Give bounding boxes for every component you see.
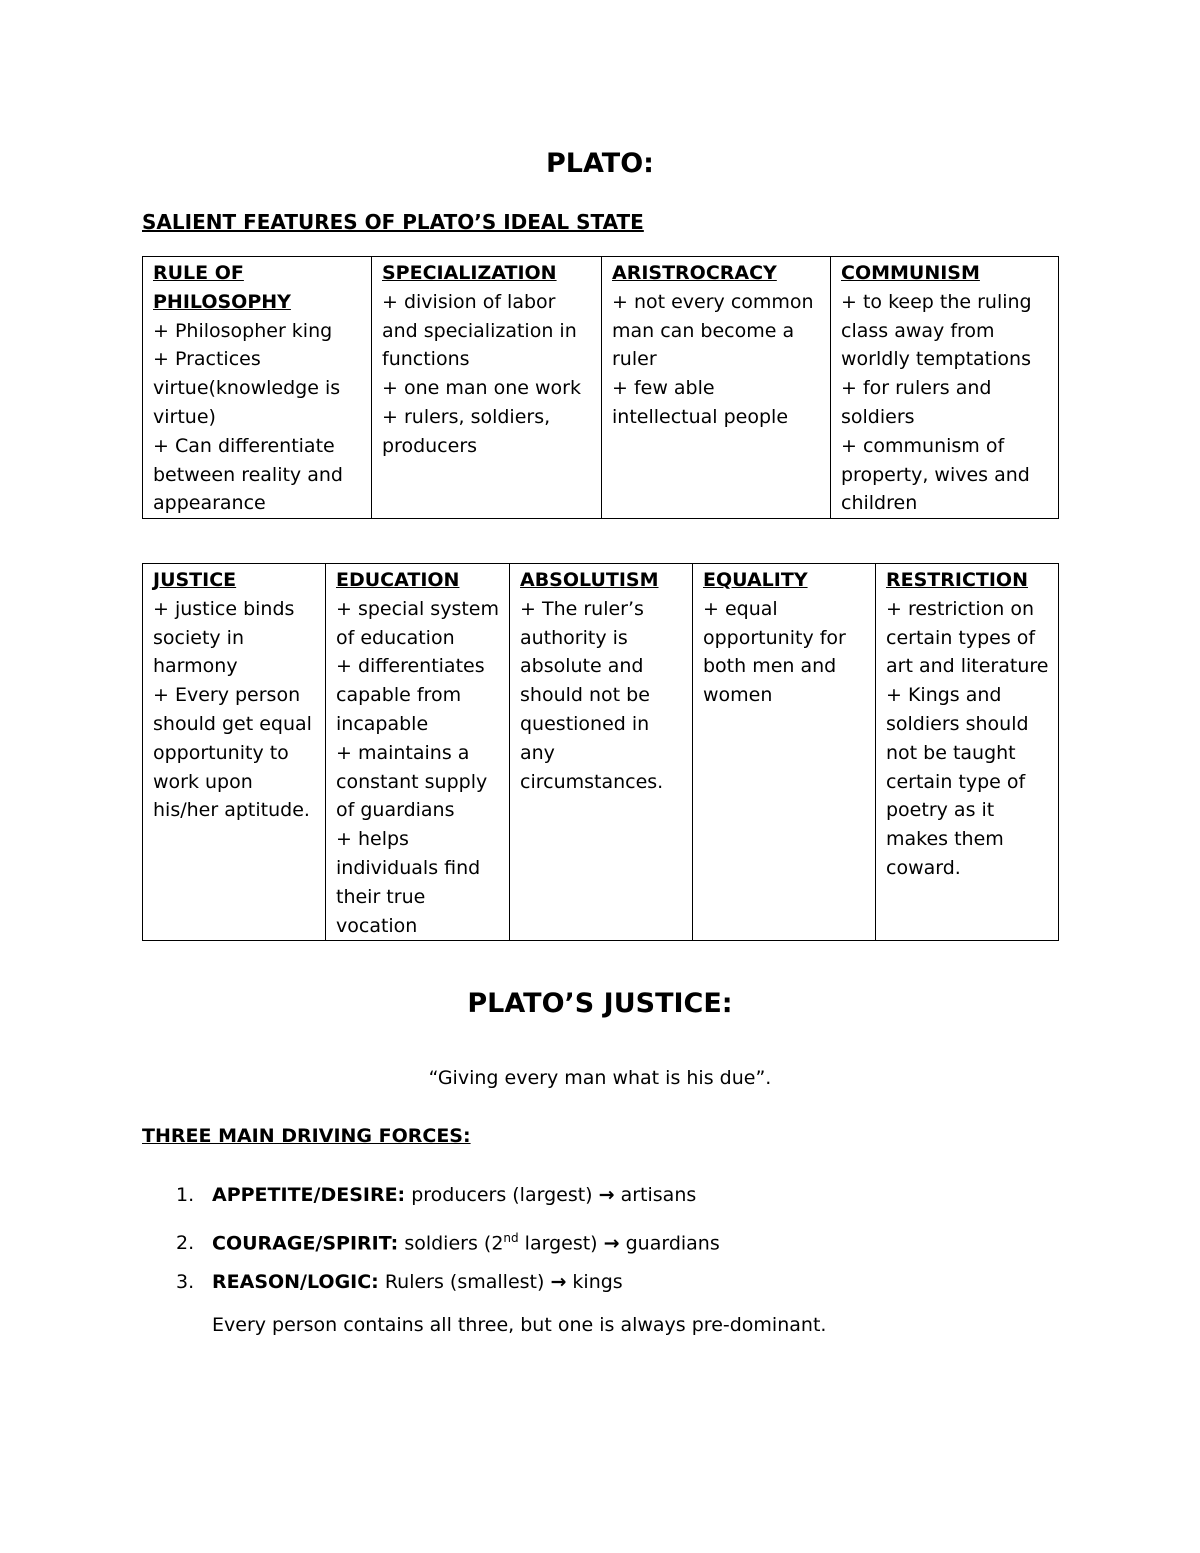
- cell-line: + division of labor and specialization in functions: [382, 290, 577, 371]
- list-number: 3.: [176, 1271, 195, 1293]
- table-cell: [510, 564, 693, 941]
- cell-line: + Practices virtue(knowledge is virtue): [153, 348, 341, 428]
- table-cell: [602, 257, 831, 519]
- force-text: largest): [518, 1232, 604, 1255]
- force-text: guardians: [619, 1232, 720, 1255]
- force-text: soldiers (2: [398, 1232, 504, 1255]
- cell-heading: JUSTICE: [153, 569, 237, 591]
- table-row: [143, 257, 1059, 519]
- cell-heading: ARISTROCRACY: [612, 262, 777, 284]
- cell-line: + helps individuals find their true vocation: [336, 828, 481, 937]
- arrow-icon: →: [603, 1232, 620, 1255]
- cell-line: + not every common man can become a ruler: [612, 290, 814, 371]
- cell-line: + one man one work: [382, 377, 581, 400]
- cell-line: + justice binds society in harmony: [153, 597, 295, 678]
- cell-line: + few able intellectual people: [612, 377, 789, 428]
- table-cell: [372, 257, 602, 519]
- cell-line: + communism of property, wives and children: [841, 434, 1030, 515]
- force-label: REASON/LOGIC:: [212, 1271, 379, 1293]
- arrow-icon: →: [550, 1271, 567, 1293]
- section-subtitle: SALIENT FEATURES OF PLATO’S IDEAL STATE: [142, 210, 644, 234]
- cell-line: + Can differentiate between reality and appearance: [153, 434, 343, 515]
- table-cell: [143, 257, 372, 519]
- closing-note: Every person contains all three, but one is always pre-dominant.: [212, 1314, 827, 1336]
- table-cell: [876, 564, 1059, 941]
- cell-line: + Philosopher king: [153, 319, 333, 342]
- cell-line: + Every person should get equal opportunity to work upon his/her aptitude.: [153, 684, 312, 822]
- page-title: PLATO:: [546, 148, 654, 179]
- cell-line: + restriction on certain types of art and literature: [886, 597, 1049, 678]
- list-item: [176, 1268, 623, 1296]
- table-row: [143, 564, 1059, 941]
- force-text: artisans: [614, 1184, 697, 1206]
- cell-line: + maintains a constant supply of guardians: [336, 741, 488, 822]
- list-number: 1.: [176, 1184, 195, 1206]
- cell-line: + Kings and soldiers should not be taught certain type of poetry as it makes them coward.: [886, 684, 1029, 879]
- cell-heading: ABSOLUTISM: [520, 569, 659, 591]
- superscript: nd: [503, 1231, 519, 1245]
- forces-heading: THREE MAIN DRIVING FORCES:: [142, 1125, 471, 1147]
- cell-heading: RESTRICTION: [886, 569, 1028, 591]
- force-label: APPETITE/DESIRE:: [212, 1184, 406, 1206]
- justice-title: PLATO’S JUSTICE:: [467, 988, 733, 1019]
- force-text: producers (largest): [405, 1184, 599, 1206]
- list-number: 2.: [176, 1232, 195, 1255]
- cell-line: + to keep the ruling class away from worldly temptations: [841, 290, 1032, 371]
- cell-heading: EQUALITY: [703, 569, 808, 591]
- cell-heading: SPECIALIZATION: [382, 262, 557, 284]
- table-cell: [831, 257, 1059, 519]
- cell-heading: RULE OF PHILOSOPHY: [153, 262, 291, 313]
- table-cell: [693, 564, 876, 941]
- cell-line: + special system of education: [336, 597, 499, 649]
- force-text: Rulers (smallest): [378, 1271, 551, 1293]
- table-cell: [143, 564, 326, 941]
- features-table-2: [142, 563, 1059, 941]
- table-cell: [326, 564, 510, 941]
- cell-line: + for rulers and soldiers: [841, 377, 992, 428]
- justice-quote: “Giving every man what is his due”.: [428, 1067, 772, 1089]
- force-text: kings: [566, 1271, 623, 1293]
- arrow-icon: →: [598, 1184, 615, 1206]
- force-label: COURAGE/SPIRIT:: [212, 1232, 399, 1255]
- features-table-1: [142, 256, 1059, 519]
- cell-line: + The ruler’s authority is absolute and should not be questioned in any circumstances.: [520, 597, 664, 793]
- list-item: [176, 1224, 720, 1257]
- cell-line: + rulers, soldiers, producers: [382, 405, 551, 457]
- cell-line: + equal opportunity for both men and women: [703, 597, 846, 707]
- list-item: [176, 1181, 696, 1209]
- cell-heading: EDUCATION: [336, 569, 460, 591]
- cell-heading: COMMUNISM: [841, 262, 980, 284]
- cell-line: + differentiates capable from incapable: [336, 655, 485, 735]
